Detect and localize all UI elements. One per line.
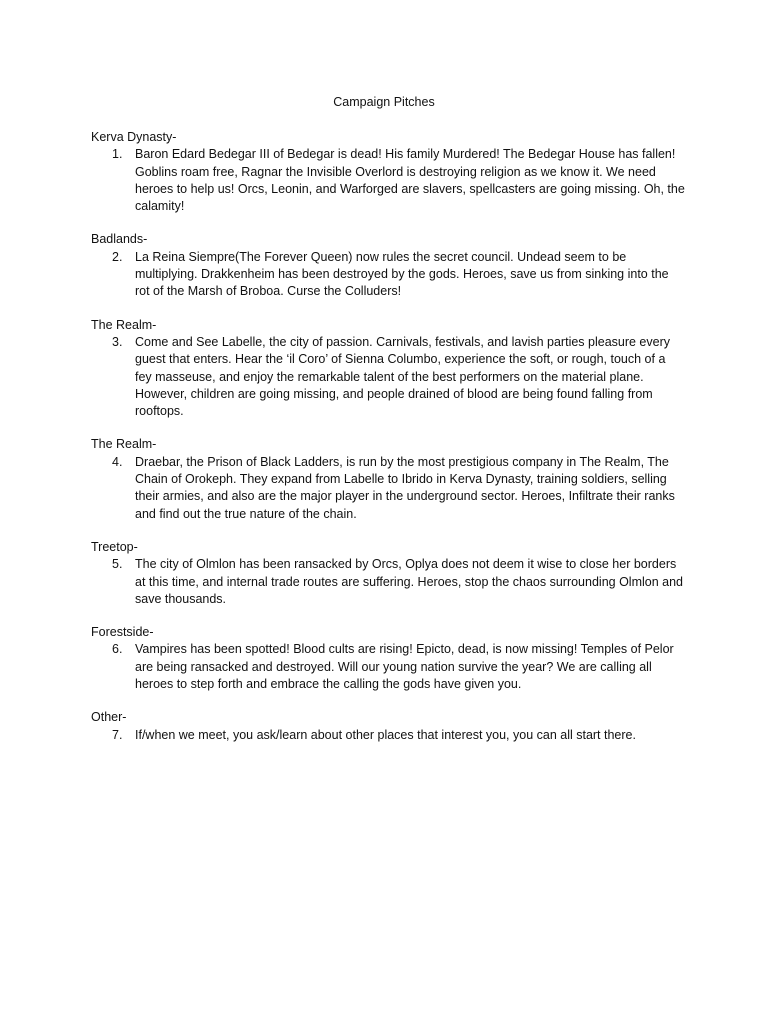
section-the-realm-1 xyxy=(91,317,691,421)
page-title: Campaign Pitches xyxy=(333,95,435,109)
list-item-text: Baron Edard Bedegar III of Bedegar is dead! His family Murdered! The Bedegar House has fallen! Goblins roam free, Ragnar the Invisible Overlord is destroying religion as we know it. We need heroes to help us! Orcs, Leonin, and Warforged are slavers, spellcasters are going missing. Oh, the calamity! xyxy=(135,147,685,214)
list-item-text: If/when we meet, you ask/learn about other places that interest you, you can all start there. xyxy=(135,727,636,742)
list-item-text: La Reina Siempre(The Forever Queen) now rules the secret council. Undead seem to be multiplying. Drakkenheim has been destroyed by the gods. Heroes, save us from sinking into the rot of the Marsh of Broboa. Curse the Colluders! xyxy=(135,249,669,299)
section-heading: Kerva Dynasty- xyxy=(91,130,177,144)
list-number: 7. xyxy=(112,727,123,742)
section-badlands xyxy=(91,231,691,300)
section-heading: The Realm- xyxy=(91,317,157,332)
list-item xyxy=(91,249,691,301)
list-item-text: Come and See Labelle, the city of passion. Carnivals, festivals, and lavish parties pleasure every guest that enters. Hear the ‘il Coro’ of Sienna Columbo, experience the soft, or rough, touch of a fey masseuse, and enjoy the remarkable talent of the best performers on the material plane. However, children are going missing, and people drained of blood are being found falling from rooftops. xyxy=(135,334,671,419)
list-item xyxy=(91,556,691,608)
list-number: 1. xyxy=(112,147,123,162)
list-item xyxy=(91,727,691,744)
section-kerva-dynasty xyxy=(91,129,691,215)
list-item-text: The city of Olmlon has been ransacked by Orcs, Oplya does not deem it wise to close her borders at this time, and internal trade routes are suffering. Heroes, stop the chaos surrounding Olmlon and save thousands. xyxy=(135,557,683,606)
list-number: 4. xyxy=(112,454,123,469)
list-item xyxy=(91,146,691,215)
list-number: 6. xyxy=(112,642,123,657)
list-item xyxy=(91,454,691,523)
list-item-text: Vampires has been spotted! Blood cults are rising! Epicto, dead, is now missing! Temples of Pelor are being ransacked and destroyed. Will our young nation survive the year? We are calling all heroes to step forth and embrace the calling the gods have given you. xyxy=(135,642,674,692)
list-item xyxy=(91,641,691,693)
section-heading: The Realm- xyxy=(91,437,157,452)
section-heading: Badlands- xyxy=(91,232,148,247)
document-body xyxy=(91,129,691,760)
list-number: 2. xyxy=(112,249,123,264)
section-other xyxy=(91,709,691,744)
section-heading: Treetop- xyxy=(91,539,138,554)
section-treetop xyxy=(91,539,691,608)
list-number: 3. xyxy=(112,334,123,349)
section-forestside xyxy=(91,624,691,693)
list-number: 5. xyxy=(112,557,123,572)
section-the-realm-2 xyxy=(91,436,691,522)
section-heading: Forestside- xyxy=(91,625,154,640)
list-item-text: Draebar, the Prison of Black Ladders, is run by the most prestigious company in The Realm, The Chain of Orokeph. They expand from Labelle to Ibrido in Kerva Dynasty, training soldiers, selling their armies, and also are the major player in the underground sector. Heroes, Infiltrate their ranks and find out the true nature of the chain. xyxy=(135,454,675,521)
section-heading: Other- xyxy=(91,710,127,725)
list-item xyxy=(91,334,691,420)
